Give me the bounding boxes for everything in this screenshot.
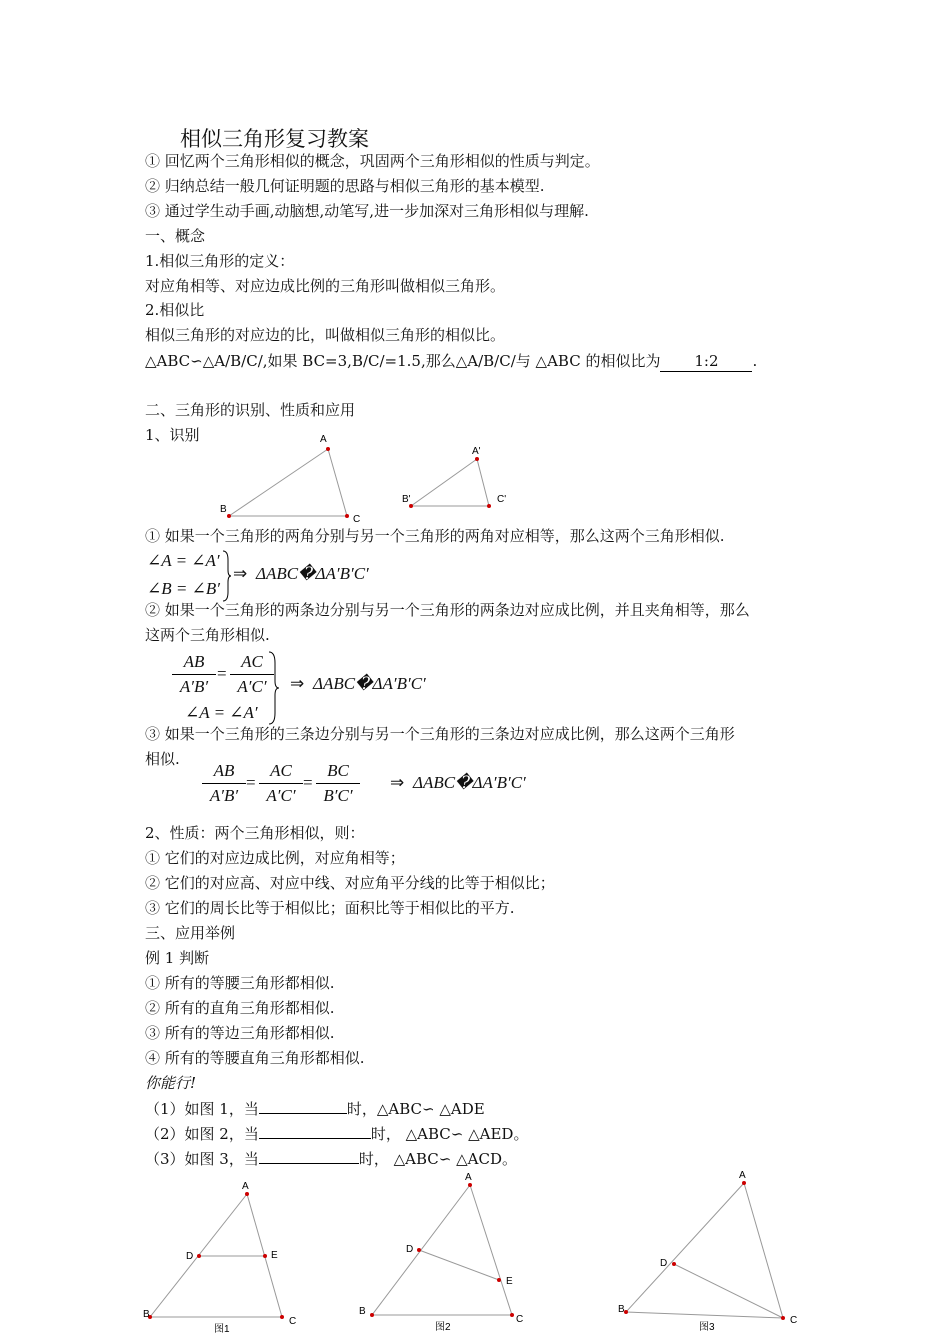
- ratio-answer: 1:2: [694, 352, 719, 370]
- section-1-heading: 一、概念: [145, 227, 206, 245]
- fraction-ac: [259, 761, 303, 806]
- denominator-bc: B′C′: [323, 786, 353, 805]
- question-2-blank[interactable]: [259, 1122, 371, 1139]
- judgement-1: ① 所有的等腰三角形都相似.: [145, 974, 335, 992]
- definition-text: 对应角相等、对应边成比例的三角形叫做相似三角形。: [145, 277, 506, 295]
- implies-2: ⇒: [290, 674, 305, 693]
- point-c: [345, 514, 349, 518]
- fig1-label-b: B: [143, 1309, 150, 1320]
- brace: [222, 550, 232, 602]
- fig1-point-d: [197, 1254, 201, 1258]
- denominator-ac: A′C′: [266, 786, 296, 805]
- label-b-prime: B': [402, 494, 411, 505]
- question-3-prefix: （3）如图 3，当: [145, 1150, 259, 1168]
- judgement-2: ② 所有的直角三角形都相似.: [145, 999, 335, 1017]
- objective-1: ① 回忆两个三角形相似的概念，巩固两个三角形相似的性质与判定。: [145, 152, 600, 170]
- numerator-ac: AC: [230, 652, 274, 675]
- fig3-point-a: [742, 1181, 746, 1185]
- fig2-label-c: C: [516, 1314, 524, 1325]
- point-c-prime: [487, 504, 491, 508]
- point-a: [326, 447, 330, 451]
- example-title: 例 1 判断: [145, 949, 210, 967]
- rule-1: ① 如果一个三角形的两角分别与另一个三角形的两角对应相等，那么这两个三角形相似.: [145, 527, 725, 545]
- equals-2: =: [246, 773, 256, 792]
- conclusion-2: ΔABC�ΔA′B′C′: [313, 674, 426, 693]
- label-b: B: [220, 504, 227, 515]
- fig3-caption: 图3: [699, 1322, 715, 1333]
- objective-3: ③ 通过学生动手画,动脑想,动笔写,进一步加深对三角形相似与理解.: [145, 202, 589, 220]
- conclusion-1: ΔABC�ΔA′B′C′: [256, 564, 369, 583]
- triangle-figures: [210, 428, 530, 528]
- fig2-label-d: D: [406, 1244, 414, 1255]
- fig2-label-b: B: [359, 1306, 366, 1317]
- fraction-ab: [202, 761, 246, 806]
- question-3-blank[interactable]: [259, 1147, 359, 1164]
- fraction-ab: [172, 652, 216, 697]
- property-2: ② 它们的对应高、对应中线、对应角平分线的比等于相似比；: [145, 874, 555, 892]
- fig2-caption: 图2: [435, 1322, 451, 1333]
- ratio-title: 2.相似比: [145, 301, 205, 319]
- question-1-prefix: （1）如图 1，当: [145, 1100, 259, 1118]
- denominator-ab: A′B′: [209, 786, 239, 805]
- question-3-suffix: 时， △ABC∽ △ACD。: [358, 1150, 517, 1168]
- implies-1: ⇒: [233, 564, 248, 583]
- question-2-suffix: 时， △ABC∽ △AED。: [370, 1125, 529, 1143]
- fig2-point-c: [510, 1313, 514, 1317]
- fig1-label-c: C: [289, 1316, 297, 1327]
- fig1-label-a: A: [242, 1181, 249, 1192]
- rule-3b: 相似.: [145, 750, 180, 768]
- recognition-title: 1、识别: [145, 426, 200, 444]
- fig1-label-d: D: [186, 1251, 194, 1262]
- implies-3: ⇒: [390, 773, 405, 792]
- judgement-3: ③ 所有的等边三角形都相似.: [145, 1024, 335, 1042]
- section-2-heading: 二、三角形的识别、性质和应用: [145, 401, 356, 419]
- denominator-ab: A′B′: [179, 677, 209, 696]
- page-title: 相似三角形复习教案: [180, 127, 369, 151]
- fig1-label-e: E: [271, 1250, 278, 1261]
- angle-a-equation: ∠A = ∠A′: [147, 551, 220, 570]
- fig2-label-e: E: [506, 1276, 513, 1287]
- fig1-point-e: [263, 1254, 267, 1258]
- rule-3a: ③ 如果一个三角形的三条边分别与另一个三角形的三条边对应成比例，那么这两个三角形: [145, 725, 735, 743]
- ratio-example: [145, 351, 757, 372]
- label-c-prime: C': [497, 494, 507, 505]
- ratio-answer-blank: [660, 351, 752, 372]
- question-1-blank[interactable]: [259, 1097, 347, 1114]
- fraction-bc: [316, 761, 360, 806]
- property-3: ③ 它们的周长比等于相似比；面积比等于相似比的平方.: [145, 899, 515, 917]
- property-title: 2、性质：两个三角形相似，则：: [145, 824, 365, 842]
- fig2-point-d: [417, 1248, 421, 1252]
- fig3-label-b: B: [618, 1304, 625, 1315]
- fig3-point-d: [672, 1262, 676, 1266]
- denominator-ac: A′C′: [237, 677, 267, 696]
- fig3-label-d: D: [660, 1258, 668, 1269]
- fig3-label-a: A: [739, 1170, 746, 1181]
- fig3-point-c: [781, 1316, 785, 1320]
- fig1-point-a: [245, 1192, 249, 1196]
- equals-1: =: [217, 664, 227, 683]
- numerator-ac: AC: [259, 761, 303, 784]
- rule-2a: ② 如果一个三角形的两条边分别与另一个三角形的两条边对应成比例，并且夹角相等，那么: [145, 601, 750, 619]
- numerator-bc: BC: [316, 761, 360, 784]
- property-1: ① 它们的对应边成比例，对应角相等；: [145, 849, 405, 867]
- definition-title: 1.相似三角形的定义：: [145, 252, 295, 270]
- fig2-point-b: [370, 1313, 374, 1317]
- question-1: [145, 1097, 485, 1119]
- fig2-point-a: [468, 1183, 472, 1187]
- question-1-suffix: 时，△ABC∽ △ADE: [346, 1100, 485, 1118]
- rule-2b: 这两个三角形相似.: [145, 626, 270, 644]
- question-2: [145, 1122, 528, 1144]
- section-3-heading: 三、应用举例: [145, 924, 236, 942]
- ratio-text: 相似三角形的对应边的比，叫做相似三角形的相似比。: [145, 326, 506, 344]
- ratio-example-prefix: △ABC∽△A/B/C/,如果 BC=3,B/C/=1.5,那么△A/B/C/与 △ABC 的相似比为: [145, 352, 661, 370]
- equals-3: =: [303, 773, 313, 792]
- numerator-ab: AB: [172, 652, 216, 675]
- objective-2: ② 归纳总结一般几何证明题的思路与相似三角形的基本模型.: [145, 177, 545, 195]
- fig1-point-c: [280, 1315, 284, 1319]
- can-you-text: 你能行!: [145, 1074, 197, 1092]
- fig2-point-e: [497, 1278, 501, 1282]
- question-2-prefix: （2）如图 2，当: [145, 1125, 259, 1143]
- angle-b-equation: ∠B = ∠B′: [147, 579, 220, 598]
- angle-equation: ∠A = ∠A′: [185, 703, 258, 722]
- point-b: [227, 514, 231, 518]
- label-a-prime: A': [472, 446, 481, 457]
- ratio-example-end: .: [752, 352, 758, 370]
- fig2-label-a: A: [465, 1172, 472, 1183]
- label-a: A: [320, 434, 327, 445]
- point-a-prime: [475, 457, 479, 461]
- question-3: [145, 1147, 517, 1169]
- judgement-4: ④ 所有的等腰直角三角形都相似.: [145, 1049, 365, 1067]
- fig3-label-c: C: [790, 1315, 798, 1326]
- numerator-ab: AB: [202, 761, 246, 784]
- example-figures: [135, 1168, 815, 1344]
- conclusion-3: ΔABC�ΔA′B′C′: [413, 773, 526, 792]
- brace: [268, 651, 280, 725]
- label-c: C: [353, 514, 361, 525]
- fig1-caption: 图1: [214, 1324, 230, 1335]
